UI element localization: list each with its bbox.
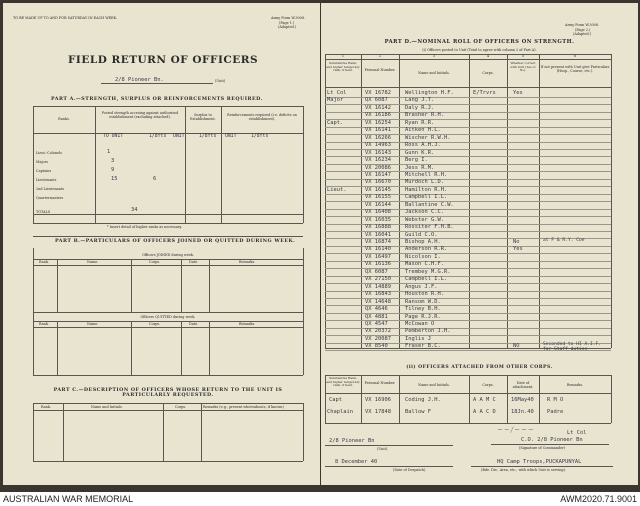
- table-row: [321, 276, 638, 283]
- officer-number: VX 16408: [365, 209, 391, 216]
- att-header-rank: Substantive Rank, and higher temporary rank, if held.: [326, 376, 360, 388]
- left-top-note: TO BE MADE UP TO AND FOR SATURDAY IN EACH WEEK.: [13, 16, 118, 20]
- footer-unit-value: 2/8 Pioneer Bn: [329, 438, 375, 444]
- officer-number: VX 20372: [365, 328, 391, 335]
- signature-mark: ~~/~~~: [497, 426, 535, 434]
- officer-number: VX 27150: [365, 276, 391, 283]
- col-header-rank: Substantive Rank, and higher temporary rank, if held.: [326, 61, 360, 73]
- att-1-name: Coding J.H.: [405, 397, 441, 403]
- right-form-page: (Page 2.): [575, 28, 591, 32]
- officer-rank: Capt.: [327, 119, 344, 126]
- officer-name: Jess R.M.: [405, 164, 435, 171]
- officer-number: VX 20086: [365, 164, 391, 171]
- table-row: [321, 172, 638, 179]
- rank-lieutenants: Lieutenants: [36, 178, 57, 182]
- joined-col-name: Name.: [87, 260, 99, 264]
- att-2-rank: Chaplain: [327, 409, 353, 415]
- quitted-col-rank: Rank.: [39, 322, 49, 326]
- officer-name: Guild C.O.: [405, 231, 438, 238]
- date-value: 8 December 40: [335, 459, 378, 465]
- officer-rank: Lieut.: [327, 186, 347, 193]
- typed-to-unit: TO UNIT: [103, 134, 124, 139]
- officer-name: Ryan R.R.: [405, 119, 435, 126]
- att-header-number: Personal Number.: [364, 381, 396, 385]
- att-2-num: VX 17848: [365, 409, 391, 415]
- table-row: [321, 314, 638, 321]
- partA-note: * Insert detail of higher ranks as necessary.: [107, 225, 182, 229]
- location-label: (Bde. Div., Area, etc., with which Unit is serving).: [481, 468, 566, 472]
- signature-line: C.O. 2/8 Pioneer Bn: [521, 437, 583, 443]
- officer-number: VX 16782: [365, 90, 391, 96]
- officer-name: Trembey M.G.R.: [405, 268, 451, 275]
- col-header-corps: Corps.: [482, 71, 494, 75]
- officer-name: Nicolson I.: [405, 253, 441, 260]
- officer-name: Aitken H.L.: [405, 127, 441, 134]
- officer-number: VX 16186: [365, 112, 391, 119]
- officer-number: QX 6087: [365, 268, 388, 275]
- typed-unit-2: UNIT: [173, 134, 185, 139]
- table-row: [321, 321, 638, 328]
- att-2-corps: A A C D: [473, 409, 496, 415]
- officer-name: Hamilton R.H.: [405, 186, 448, 193]
- joined-col-corps: Corps.: [149, 260, 161, 264]
- officer-number: VX 20087: [365, 335, 391, 342]
- table-row: [321, 202, 638, 209]
- partA-header-posted: Posted strength accruing against authorised establishment (excluding attached).: [101, 111, 179, 119]
- left-page: [3, 3, 320, 485]
- officer-name: Fraser B.C.: [405, 343, 441, 350]
- col-num-3: 3: [432, 54, 436, 58]
- officer-number: VX 16874: [365, 239, 391, 245]
- officer-number: QX 4547: [365, 320, 388, 327]
- officer-name: Gunn K.R.: [405, 149, 435, 156]
- att-1-corps: A A M C: [473, 397, 496, 403]
- att-1-rank: Capt: [329, 397, 342, 403]
- page-title: FIELD RETURN OF OFFICERS: [67, 54, 259, 66]
- officer-name: Wellington H.F.: [405, 90, 454, 96]
- posted-sub: (i) Officers posted to Unit (Total to agree with column 2 of Part A).: [422, 48, 537, 52]
- officer-number: VX 16142: [365, 104, 391, 111]
- att-1-remark: R M O: [547, 397, 564, 403]
- officer-number: VX 14963: [365, 142, 391, 149]
- partD-title: PART D.—NOMINAL ROLL OF OFFICERS ON STRENGTH.: [384, 39, 575, 45]
- att-header-remarks: Remarks.: [566, 383, 584, 387]
- table-row: [321, 97, 638, 104]
- quitted-col-name: Name.: [87, 322, 99, 326]
- quitted-col-corps: Corps.: [149, 322, 161, 326]
- officer-name: Ross A.H.J.: [405, 142, 441, 149]
- table-row: [321, 239, 638, 246]
- table-row: [321, 112, 638, 119]
- att-header-date: Date of attachment.: [512, 381, 534, 389]
- officer-number: VX 8540: [365, 343, 388, 350]
- officer-name: Page R.J.R.: [405, 313, 441, 320]
- table-row: [321, 328, 638, 335]
- value-lt-col: 1: [107, 149, 111, 155]
- att-header-name: Name and Initials.: [418, 383, 450, 387]
- officer-name: Mitchell R.H.: [405, 171, 448, 178]
- att-1-num: VX 16906: [365, 397, 391, 403]
- quitted-col-remarks: Remarks.: [239, 322, 256, 326]
- typed-fts-2: 1/8fts: [199, 134, 217, 139]
- rank-majors: Majors: [36, 160, 48, 164]
- unit-label: (Unit): [215, 79, 226, 83]
- col-num-5: 5: [521, 54, 525, 58]
- table-row: [321, 299, 638, 306]
- right-form-extra: (Adapted.): [573, 32, 592, 36]
- rank-lt-col: Lieut.-Colonels: [36, 151, 62, 155]
- attached-sub: (ii) OFFICERS ATTACHED FROM OTHER CORPS.: [406, 365, 553, 370]
- officer-present: NO: [513, 343, 520, 350]
- officer-name: Ransom W.D.: [405, 298, 441, 305]
- partA-title: PART A.—STRENGTH, SURPLUS OR REINFORCEMENTS REQUIRED.: [51, 96, 263, 102]
- footer-institution: AUSTRALIAN WAR MEMORIAL: [3, 494, 134, 504]
- partC-col-corps: Corps.: [175, 405, 187, 409]
- officer-number: VX 16140: [365, 246, 391, 253]
- officer-name: Jackson C.C.: [405, 209, 444, 216]
- signature-rank: Lt Col: [567, 430, 587, 436]
- quitted-label: Officers QUITTED during week.: [140, 315, 196, 319]
- date-label: (Date of Despatch).: [393, 468, 427, 472]
- joined-label: Officers JOINED during week.: [142, 253, 194, 257]
- partC-col-name: Name and Initials.: [91, 405, 123, 409]
- officer-remark: Seconded to HI A.I.F. for Staff duties: [543, 342, 602, 353]
- table-row: [321, 284, 638, 291]
- partA-header-surplus: Surplus to Establishment.: [190, 113, 216, 121]
- officer-remark: at F & R.Y. Coe: [543, 238, 585, 243]
- row-rule: [325, 350, 611, 351]
- officer-number: VX 16141: [365, 127, 391, 134]
- table-row: [321, 246, 638, 253]
- footer-unit-label: (Unit).: [377, 447, 389, 451]
- table-row: [321, 127, 638, 134]
- table-row: [321, 217, 638, 224]
- archive-footer: [0, 493, 640, 506]
- quitted-col-date: Date.: [189, 322, 199, 326]
- officer-corps: E/Trvrs: [473, 90, 496, 96]
- table-row: [321, 194, 638, 201]
- table-row: [321, 142, 638, 149]
- officer-name: McCowan O: [405, 320, 435, 327]
- table-row: [321, 105, 638, 112]
- value-captains: 9: [111, 167, 115, 173]
- right-page: [321, 3, 638, 485]
- partC-title: PART C.—DESCRIPTION OF OFFICERS WHOSE RETURN TO THE UNIT IS PARTICULARLY REQUESTED.: [53, 387, 283, 398]
- table-row: [321, 261, 638, 268]
- col-num-2: 2: [378, 54, 382, 58]
- officer-number: VX 16888: [365, 224, 391, 231]
- value-lieutenants: 15: [111, 176, 118, 182]
- officer-name: Daly R.J.: [405, 104, 435, 111]
- officer-name: Murdoch L.D.: [405, 179, 444, 186]
- table-row: [321, 269, 638, 276]
- typed-fts-3: 1/8fts: [251, 134, 269, 139]
- officer-name: Bishop A.H.: [405, 239, 441, 245]
- col-header-remarks: If not present with Unit give Particulars (Hosp., Course, etc.).: [540, 65, 610, 73]
- officer-number: VX 16266: [365, 134, 391, 141]
- officer-name: Houston R.H.: [405, 291, 444, 298]
- officer-number: VX 16035: [365, 216, 391, 223]
- officer-name: Berg I.: [405, 157, 428, 164]
- left-form-extra: (Adapted.): [278, 25, 297, 29]
- table-row: [321, 179, 638, 186]
- rank-2nd-lieutenants: 2nd Lieutenants: [36, 187, 64, 191]
- officer-number: QX 6087: [365, 97, 388, 104]
- table-row: [321, 306, 638, 313]
- officer-present: No: [513, 239, 520, 245]
- officer-name: Webster G.W.: [405, 216, 444, 223]
- partA-header-ranks: Ranks.: [58, 117, 70, 121]
- typed-unit-3: UNIT: [225, 134, 237, 139]
- table-row: [321, 342, 638, 353]
- table-row: [321, 165, 638, 172]
- officer-number: VX 16843: [365, 291, 391, 298]
- officer-number: VX 16497: [365, 253, 391, 260]
- value-lieut-reinf: 6: [153, 176, 157, 182]
- col-header-present: Whether correct with Unit (Yes or No).: [510, 61, 536, 73]
- officer-number: VX 16145: [365, 186, 391, 193]
- officer-name: Wischer R.W.H.: [405, 134, 451, 141]
- typed-fts-1: 1/8fts: [149, 134, 167, 139]
- officer-name: Anderson R.R.: [405, 246, 448, 253]
- table-row: [321, 157, 638, 164]
- officer-name: Rossiter F.H.B.: [405, 224, 454, 231]
- col-num-1: 1: [341, 54, 345, 58]
- officer-name: Inglis J: [405, 335, 431, 342]
- officer-rank: Lt Col: [327, 90, 347, 96]
- officer-number: VX 16144: [365, 201, 391, 208]
- officer-name: Lang J.T.: [405, 97, 435, 104]
- table-row: [321, 232, 638, 239]
- left-form-id: Army Form W.3008.: [271, 16, 306, 20]
- location-value: HQ Camp Troops,PUCKAPUNYAL: [497, 459, 582, 465]
- joined-col-rank: Rank.: [39, 260, 49, 264]
- officer-present: Yes: [513, 90, 523, 96]
- table-row: [321, 224, 638, 231]
- value-majors: 3: [111, 158, 115, 164]
- col-header-number: Personal Number.: [364, 68, 396, 72]
- table-row: [321, 150, 638, 157]
- officer-name: Pemberton J.H.: [405, 328, 451, 335]
- col-header-name: Name and Initials.: [418, 71, 450, 75]
- officer-number: QX 4881: [365, 313, 388, 320]
- col-num-4: 4: [486, 54, 490, 58]
- officer-present: Yes: [513, 246, 523, 253]
- officer-name: Angus J.F.: [405, 283, 438, 290]
- att-2-name: Ballow F: [405, 409, 431, 415]
- officer-number: VX 16155: [365, 194, 391, 201]
- table-row: [321, 254, 638, 261]
- table-row: [321, 120, 638, 127]
- officer-number: VX 16143: [365, 149, 391, 156]
- officer-number: QX 4646: [365, 306, 388, 313]
- footer-accession: AWM2020.71.9001: [560, 494, 637, 504]
- rank-quartermasters: Quartermasters: [36, 196, 64, 200]
- right-form-id: Army Form W.3008.: [565, 23, 600, 27]
- left-form-page: (Page 1.): [279, 21, 295, 25]
- officer-name: Ballantine C.W.: [405, 201, 454, 208]
- officer-number: VX 16670: [365, 179, 391, 186]
- officer-name: Mason C.H.F.: [405, 261, 444, 268]
- officer-name: Campbell I.L.: [405, 276, 448, 283]
- officer-number: VX 16136: [365, 261, 391, 268]
- officer-number: VX 16147: [365, 171, 391, 178]
- officer-name: Tilney B.H.: [405, 306, 441, 313]
- officer-number: VX 16254: [365, 119, 391, 126]
- officer-number: VX 16041: [365, 231, 391, 238]
- officer-name: Campbell I.L.: [405, 194, 448, 201]
- table-row: [321, 291, 638, 298]
- officer-number: VX 16234: [365, 157, 391, 164]
- value-totals: 34: [131, 207, 138, 213]
- officer-name: Brasher R.H.: [405, 112, 444, 119]
- officer-number: VX 14648: [365, 298, 391, 305]
- signature-label: (Signature of Commander): [519, 446, 566, 450]
- table-row: [321, 135, 638, 142]
- att-header-corps: Corps.: [482, 383, 494, 387]
- partB-title: PART B.—PARTICULARS OF OFFICERS JOINED OR QUITTED DURING WEEK.: [55, 238, 296, 244]
- partC-col-remarks: Remarks (e.g., present whereabouts, if known): [203, 405, 284, 409]
- table-row: [321, 187, 638, 194]
- att-2-date: 18Jn.40: [511, 409, 534, 415]
- rank-totals: TOTALS: [36, 210, 51, 214]
- partC-col-rank: Rank.: [41, 405, 51, 409]
- officer-rank: Major: [327, 97, 344, 104]
- partA-header-reinf: Reinforcements required (i.e. deficits on establishment).: [227, 113, 297, 121]
- att-2-remark: Padre: [547, 409, 564, 415]
- rank-captains: Captains: [36, 169, 52, 173]
- col-num-6: 6: [573, 54, 577, 58]
- joined-col-date: Date.: [189, 260, 199, 264]
- table-row: [321, 209, 638, 216]
- unit-value: 2/8 Pioneer Bn.: [115, 77, 164, 83]
- table-row: [321, 90, 638, 97]
- officer-number: VX 14889: [365, 283, 391, 290]
- joined-col-remarks: Remarks.: [239, 260, 256, 264]
- att-1-date: 16May40: [511, 397, 534, 403]
